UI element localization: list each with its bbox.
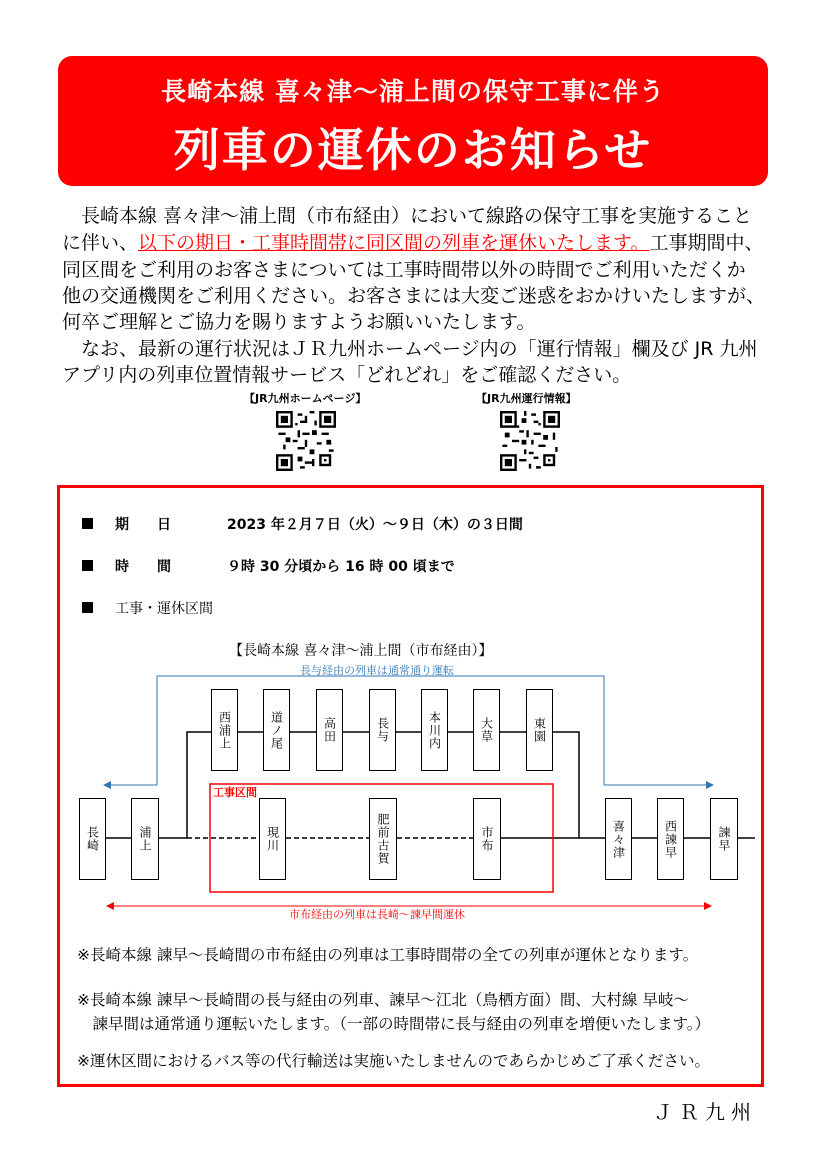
station-honkawachi: 本川内 [421,689,448,771]
header-title: 列車の運休のお知らせ [173,123,653,177]
station-utsutsugawa: 現川 [259,798,286,880]
station-higashisono: 東園 [526,689,553,771]
station-nagayo: 長与 [369,689,396,771]
intro-line-4: 他の交通機関をご利用ください。お客さまには大変ご迷惑をおかけいたしますが、 [62,285,766,307]
intro-line-6: なお、最新の運行状況はＪＲ九州ホームページ内の「運行情報」欄及び JR 九州 [62,338,758,360]
time-label: 時 間 [115,559,171,575]
intro-line-5: 何卒ご理解とご協力を賜りますようお願いいたします。 [62,311,536,333]
suspension-notice-highlight: 以下の期日・工事時間帯に同区間の列車を運休いたします。 [138,232,650,254]
section-label: 工事・運休区間 [115,601,213,617]
note-2b: 諫早間は通常通り運転いたします。（一部の時間帯に長与経由の列車を増便いたします。） [77,1015,711,1033]
date-label: 期 日 [115,517,171,533]
intro-line-1: 長崎本線 喜々津～浦上間（市布経由）において線路の保守工事を実施すること [62,205,753,227]
note-2a: ※長崎本線 諫早～長崎間の長与経由の列車、諫早～江北（鳥栖方面）間、大村線 早岐～ [77,991,689,1009]
station-urakami: 浦上 [131,798,159,880]
station-kikitsu: 喜々津 [605,798,632,880]
station-nagasaki: 長崎 [79,798,106,880]
company-name: ＪＲ九州 [653,1100,757,1124]
station-nishi-urakami: 西浦上 [211,689,238,771]
qr-label-service-info: 【JR九州運行情報】 [476,392,577,405]
station-nishi-isahaya: 西諫早 [657,798,684,880]
date-value: 2023 年２月７日（火）～９日（木）の３日間 [227,517,523,533]
station-takata: 高田 [316,689,343,771]
station-okusa: 大草 [473,689,500,771]
station-ichinuno: 市布 [473,798,501,880]
work-section-label: 工事区間 [213,786,257,799]
intro-line-2a: に伴い、 [62,232,139,254]
header-subtitle: 長崎本線 喜々津～浦上間の保守工事に伴う [161,77,665,106]
note-3: ※運休区間におけるバス等の代行輸送は実施いたしませんのであらかじめご了承ください。 [77,1052,710,1070]
station-michinoo: 道ノ尾 [263,689,290,771]
intro-line-7: アプリ内の列車位置情報サービス「どれどれ」をご確認ください。 [62,364,632,386]
station-hizen-koga: 肥前古賀 [369,798,397,880]
time-value: ９時 30 分頃から 16 時 00 頃まで [227,559,455,575]
station-isahaya: 諫早 [710,798,738,880]
diagram-top-note: 長与経由の列車は通常通り運転 [300,664,454,677]
note-1: ※長崎本線 諫早～長崎間の市布経由の列車は工事時間帯の全ての列車が運休となります。 [77,946,699,964]
diagram-bottom-note: 市布経由の列車は長崎～諫早間運休 [289,908,465,921]
intro-line-2c: 工事期間中、 [649,232,764,254]
intro-line-3: 同区間をご利用のお客さまについては工事時間帯以外の時間でご利用いただくか [62,259,746,281]
qr-label-homepage: 【JR九州ホームページ】 [244,392,367,405]
diagram-title: 【長崎本線 喜々津～浦上間（市布経由）】 [229,643,493,659]
